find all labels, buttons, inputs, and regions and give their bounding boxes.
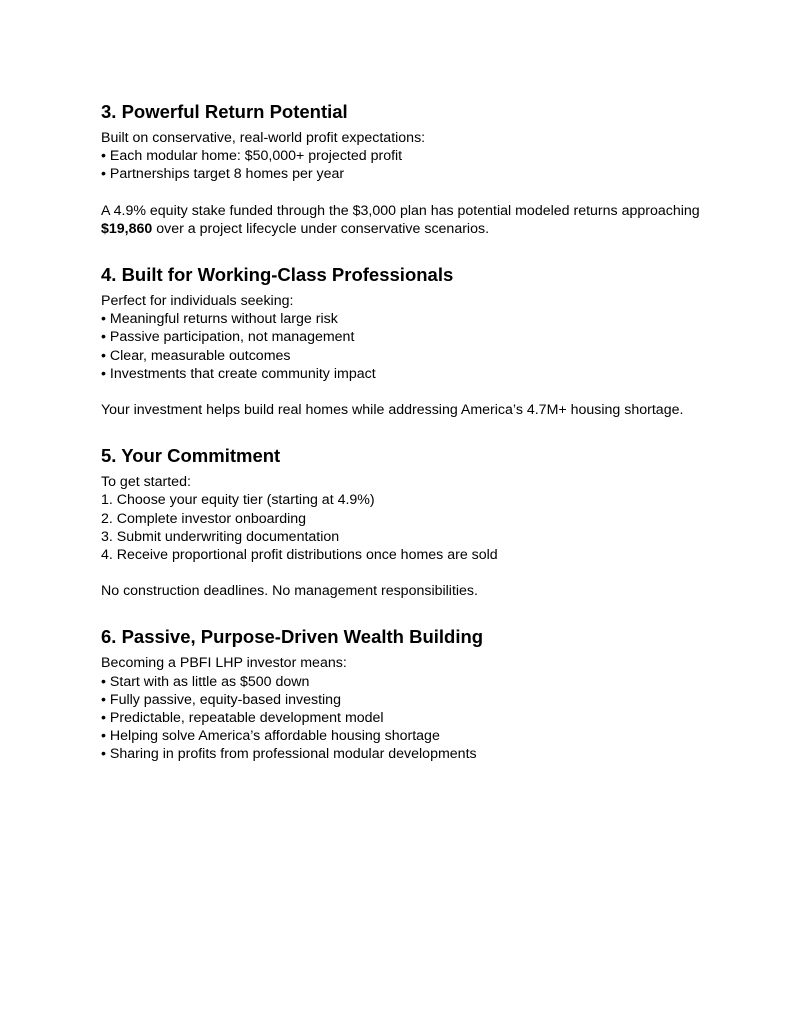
list-item: • Partnerships target 8 homes per year [101, 166, 345, 183]
section-intro: To get started: [101, 474, 191, 491]
bullet-list [101, 673, 741, 764]
list-item: • Sharing in profits from professional modular developments [101, 746, 477, 763]
closing-text: A 4.9% equity stake funded through the $3,000 plan has potential modeled returns approaching [101, 202, 700, 219]
section-intro: Perfect for individuals seeking: [101, 293, 294, 310]
bullet-list [101, 147, 741, 183]
section-heading: 3. Powerful Return Potential [101, 101, 348, 122]
section-working-class [101, 264, 741, 419]
list-item: • Investments that create community impact [101, 365, 376, 382]
list-item: 2. Complete investor onboarding [101, 510, 307, 527]
section-closing: No construction deadlines. No management responsibilities. [101, 583, 478, 600]
highlight-amount: $19,860 [101, 220, 153, 237]
bullet-list [101, 310, 741, 383]
closing-text: over a project lifecycle under conservative scenarios. [152, 220, 490, 237]
numbered-list [101, 491, 741, 564]
section-heading: 5. Your Commitment [101, 445, 281, 467]
section-heading: 4. Built for Working-Class Professionals [101, 264, 454, 286]
list-item: • Helping solve America’s affordable housing shortage [101, 728, 440, 745]
section-closing [101, 202, 741, 238]
list-item: 3. Submit underwriting documentation [101, 528, 340, 545]
list-item: • Fully passive, equity-based investing [101, 691, 341, 708]
list-item: • Start with as little as $500 down [101, 673, 310, 690]
section-closing: Your investment helps build real homes while addressing America’s 4.7M+ housing shortage. [101, 402, 684, 419]
section-intro: Becoming a PBFI LHP investor means: [101, 655, 347, 672]
list-item: • Passive participation, not management [101, 329, 355, 346]
document-page [101, 101, 741, 764]
section-intro: Built on conservative, real-world profit expectations: [101, 130, 426, 146]
list-item: 1. Choose your equity tier (starting at 4.9%) [101, 492, 375, 509]
section-commitment [101, 445, 741, 600]
section-return-potential [101, 101, 741, 238]
section-heading: 6. Passive, Purpose-Driven Wealth Building [101, 626, 484, 648]
section-passive-wealth [101, 626, 741, 763]
list-item: • Each modular home: $50,000+ projected profit [101, 148, 403, 165]
list-item: 4. Receive proportional profit distributions once homes are sold [101, 547, 498, 564]
list-item: • Clear, measurable outcomes [101, 347, 291, 364]
list-item: • Predictable, repeatable development model [101, 710, 384, 727]
list-item: • Meaningful returns without large risk [101, 311, 338, 328]
